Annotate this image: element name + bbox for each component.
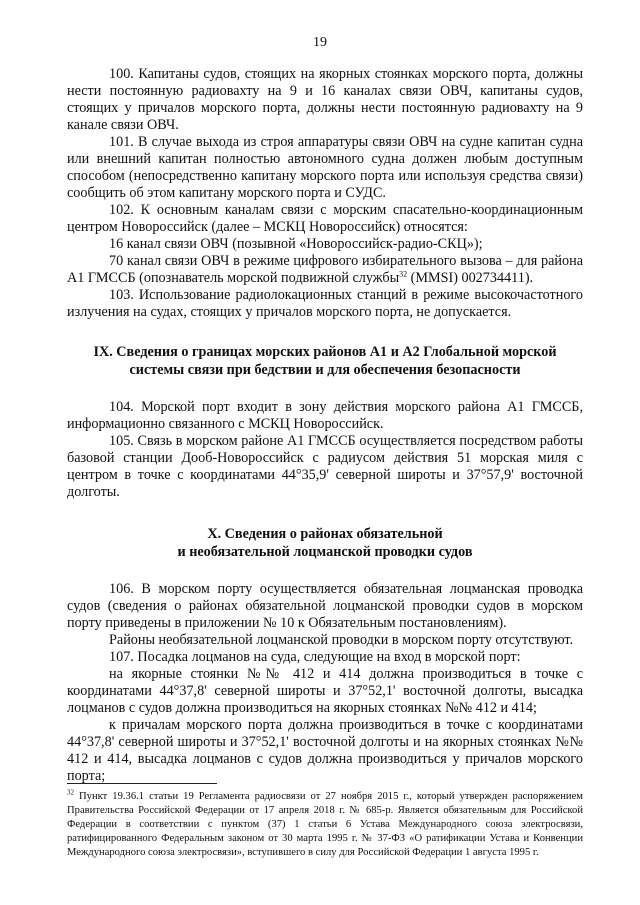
document-body <box>67 66 583 785</box>
footnote-32 <box>67 790 583 860</box>
paragraph-102: 102. К основным каналам связи с морским спасательно-координационным центром Новороссийск (далее – МСКЦ Новороссийск) относятся: <box>67 202 583 235</box>
paragraph-berths: к причалам морского порта должна производиться в точке с координатами 44°37,8' северной широты и 37°52,1' восточной долготы и на якорных стоянках №№ 412 и 414, высадка лоцманов с судов должна производиться у причалов морского порта; <box>67 717 583 784</box>
paragraph-optional-pilotage: Районы необязательной лоцманской проводки в морском порту отсутствуют. <box>109 632 574 648</box>
section-10-title-line2: и необязательной лоцманской проводки судов <box>177 544 473 560</box>
paragraph-100: 100. Капитаны судов, стоящих на якорных стоянках морского порта, должны нести постоянную радиовахту на 9 и 16 каналах связи ОВЧ, капитаны судов, стоящих у причалов морского порта, должны нести постоянную радиовахту на 9 канале связи ОВЧ. <box>67 66 583 133</box>
paragraph-103: 103. Использование радиолокационных станций в режиме высокочастотного излучения на судах, стоящих у причалов морского порта, не допускается. <box>67 287 583 320</box>
section-10-heading <box>67 525 583 561</box>
section-9-title-line1: IX. Сведения о границах морских районов А1 и А2 Глобальной морской <box>93 344 557 360</box>
paragraph-channel-16: 16 канал связи ОВЧ (позывной «Новороссийск-радио-СКЦ»); <box>109 236 483 252</box>
page-number: 19 <box>313 35 327 50</box>
paragraph-106: 106. В морском порту осуществляется обязательная лоцманская проводка судов (сведения о районах обязательной лоцманской проводки судов в морском порту приведены в приложении № 10 к Обязательным постановлениям). <box>67 581 583 631</box>
paragraph-107: 107. Посадка лоцманов на суда, следующие на вход в морской порт: <box>109 649 521 665</box>
paragraph-105: 105. Связь в морском районе А1 ГМССБ осуществляется посредством работы базовой станции Дооб-Новороссийск с радиусом действия 51 морская миля с центром в точке с координатами 44°35,9' северной широты и 37°57,9' восточной долготы. <box>67 433 583 500</box>
footnote-number: 32 <box>67 788 74 797</box>
section-9-heading <box>67 343 583 379</box>
footnote-divider <box>67 783 217 784</box>
section-9-title-line2: системы связи при бедствии и для обеспечения безопасности <box>129 362 521 378</box>
footnote-ref-32: 32 <box>399 269 408 279</box>
footnote-text: Пункт 19.36.1 статьи 19 Регламента радиосвязи от 27 ноября 2015 г., который утвержден распоряжением Правительства Российской Федерации от 17 апреля 2018 г. № 685-р. Является обязательным для Российской Федерации в соответствии с пунктом (37) 1 статьи 6 Устава Международного союза электросвязи, ратифицированного Федеральным законом от 30 марта 1995 г. № 37-ФЗ «О ратификации Устава и Конвенции Международного союза электросвязи», вступившего в силу для Российской Федерации 1 августа 1995 г. <box>67 791 583 858</box>
channel-70-mmsi: (MMSI) 002734411). <box>407 270 534 286</box>
paragraph-anchorages: на якорные стоянки №№ 412 и 414 должна производиться в точке с координатами 44°37,8' северной широты и 37°52,1' восточной долготы, высадка лоцманов с судов должна производиться на якорных стоянках №№ 412 и 414; <box>67 666 583 716</box>
paragraph-101: 101. В случае выхода из строя аппаратуры связи ОВЧ на судне капитан судна или внешний капитан полностью автономного судна должен любым доступным способом (непосредственно капитану морского порта или используя средства связи) сообщить об этом капитану морского порта и СУДС. <box>67 134 583 201</box>
paragraph-104: 104. Морской порт входит в зону действия морского района А1 ГМССБ, информационно связанного с МСКЦ Новороссийск. <box>67 399 583 432</box>
section-10-title-line1: X. Сведения о районах обязательной <box>207 526 443 542</box>
channel-70-text: 70 канал связи ОВЧ в режиме цифрового избирательного вызова – для района А1 ГМССБ (опознаватель морской подвижной службы <box>67 253 583 286</box>
paragraph-channel-70 <box>67 253 583 287</box>
